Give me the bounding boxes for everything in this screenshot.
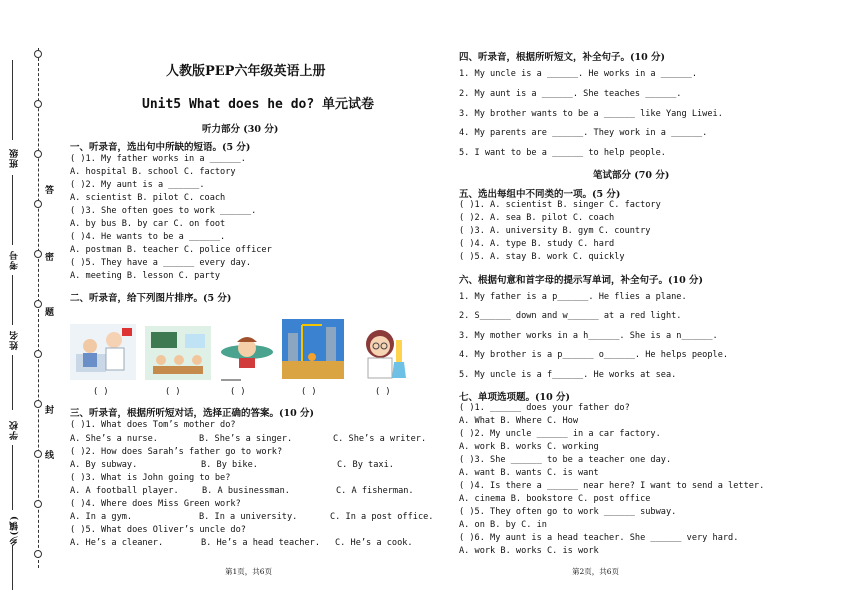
s1-line: A. postman B. teacher C. police officer — [70, 245, 272, 255]
section4-title: 四、听录音，根据所听短文，补全句子。(10 分) — [459, 52, 666, 63]
s4-line: 2. My aunt is a ______. She teaches ______. — [459, 89, 682, 99]
seal-char: 线 — [45, 451, 55, 461]
picture-slot[interactable]: ( ) — [165, 387, 181, 397]
section2-title: 二、听录音，给下列图片排序。(5 分) — [70, 293, 232, 304]
s5-line: ( )3. A. university B. gym C. country — [459, 226, 651, 236]
s7-line: ( )6. My aunt is a head teacher. She ______ very hard. — [459, 533, 739, 543]
s7-line: A. work B. works C. working — [459, 442, 599, 452]
s7-line: ( )5. They often go to work ______ subway. — [459, 507, 677, 517]
s4-line: 4. My parents are ______. They work in a ______. — [459, 128, 708, 138]
seal-char: 题 — [45, 308, 55, 318]
binding-hole — [34, 550, 42, 558]
s3-question: ( )4. Where does Miss Green work? — [70, 499, 241, 509]
binding-hole — [34, 100, 42, 108]
s3-option: C. She’s a writer. — [333, 434, 427, 444]
s3-option: C. A fisherman. — [336, 486, 414, 496]
binding-hole — [34, 300, 42, 308]
fill-line — [12, 175, 13, 245]
s3-question: ( )1. What does Tom’s mother do? — [70, 420, 236, 430]
school-label: 学校 — [10, 420, 20, 440]
page-subtitle: Unit5 What does he do? 单元试卷 — [142, 97, 375, 112]
s3-option: A. A football player. — [70, 486, 179, 496]
s1-line: A. hospital B. school C. factory — [70, 167, 236, 177]
binding-hole — [34, 400, 42, 408]
writing-heading: 笔试部分 (70 分) — [593, 170, 670, 181]
s6-line: 5. My uncle is a f______. He works at sea. — [459, 370, 677, 380]
s1-line: ( )1. My father works in a ______. — [70, 154, 246, 164]
section5-title: 五、选出每组中不同类的一项。(5 分) — [459, 189, 621, 200]
s1-line: ( )5. They have a ______ every day. — [70, 258, 252, 268]
s5-line: ( )4. A. type B. study C. hard — [459, 239, 615, 249]
s7-line: ( )4. Is there a ______ near here? I want to send a letter. — [459, 481, 765, 491]
s7-line: ( )3. She ______ to be a teacher one day. — [459, 455, 672, 465]
binding-hole — [34, 500, 42, 508]
s4-line: 5. I want to be a ______ to help people. — [459, 148, 666, 158]
s7-line: A. cinema B. bookstore C. post office — [459, 494, 651, 504]
scientist-icon — [354, 322, 410, 382]
s5-line: ( )2. A. sea B. pilot C. coach — [459, 213, 615, 223]
s1-line: A. scientist B. pilot C. coach — [70, 193, 226, 203]
s3-option: B. By bike. — [201, 460, 258, 470]
picture-slot[interactable]: ( ) — [230, 387, 246, 397]
s7-line: A. on B. by C. in — [459, 520, 547, 530]
listening-heading: 听力部分 (30 分) — [202, 124, 279, 135]
section3-title: 三、听录音，根据所听短对话，选择正确的答案。(10 分) — [70, 408, 315, 419]
s6-line: 3. My mother works in a h______. She is a n______. — [459, 331, 718, 341]
binding-hole — [34, 450, 42, 458]
exam-number-label: 考号 — [10, 250, 20, 270]
s7-line: A. work B. works C. is work — [459, 546, 599, 556]
fill-line — [12, 60, 13, 140]
fill-line — [12, 275, 13, 325]
fill-line — [12, 545, 13, 590]
page-title: 人教版PEP六年级英语上册 — [166, 64, 326, 79]
s6-line: 4. My brother is a p______ o______. He helps people. — [459, 350, 729, 360]
s3-option: A. By subway. — [70, 460, 138, 470]
s3-option: B. In a university. — [199, 512, 298, 522]
s3-question: ( )3. What is John going to be? — [70, 473, 231, 483]
s3-question: ( )5. What does Oliver’s uncle do? — [70, 525, 246, 535]
classroom-icon — [145, 326, 211, 380]
construction-icon — [282, 319, 344, 379]
s1-line: ( )2. My aunt is a ______. — [70, 180, 205, 190]
section6-title: 六、根据句意和首字母的提示写单词，补全句子。(10 分) — [459, 275, 704, 286]
s3-option: A. She’s a nurse. — [70, 434, 158, 444]
s3-option: B. She’s a singer. — [199, 434, 293, 444]
binding-hole — [34, 50, 42, 58]
picture-slot[interactable]: ( ) — [301, 387, 317, 397]
picture-slot[interactable]: ( ) — [93, 387, 109, 397]
s1-line: ( )3. She often goes to work ______. — [70, 206, 257, 216]
s5-line: ( )5. A. stay B. work C. quickly — [459, 252, 625, 262]
s3-option: A. He’s a cleaner. — [70, 538, 164, 548]
s4-line: 3. My brother wants to be a ______ like Yang Liwei. — [459, 109, 723, 119]
s6-line: 1. My father is a p______. He flies a plane. — [459, 292, 687, 302]
fill-line — [12, 445, 13, 510]
binding-hole — [34, 250, 42, 258]
pilot-icon — [219, 328, 275, 382]
doctor-icon — [70, 324, 136, 380]
section1-title: 一、听录音，选出句中所缺的短语。(5 分) — [70, 142, 251, 153]
s1-line: A. meeting B. lesson C. party — [70, 271, 221, 281]
s1-line: A. by bus B. by car C. on foot — [70, 219, 226, 229]
s7-line: ( )2. My uncle ______ in a car factory. — [459, 429, 661, 439]
town-label: 乡(镇) — [10, 515, 20, 546]
s5-line: ( )1. A. scientist B. singer C. factory — [459, 200, 661, 210]
s4-line: 1. My uncle is a ______. He works in a ______. — [459, 69, 697, 79]
s3-option: B. A businessman. — [202, 486, 290, 496]
page-number-left: 第1页，共6页 — [225, 567, 273, 576]
binding-hole — [34, 350, 42, 358]
s3-option: A. In a gym. — [70, 512, 133, 522]
binding-hole — [34, 150, 42, 158]
s3-option: C. In a post office. — [330, 512, 434, 522]
s3-option: B. He’s a head teacher. — [201, 538, 320, 548]
page-number-right: 第2页，共6页 — [572, 567, 620, 576]
seal-dashed-line — [38, 48, 39, 568]
seal-char: 答 — [45, 186, 55, 196]
s3-option: C. By taxi. — [337, 460, 394, 470]
s6-line: 2. S______ down and w______ at a red light. — [459, 311, 682, 321]
section7-title: 七、单项选项题。(10 分) — [459, 392, 571, 403]
name-label: 姓名 — [10, 330, 20, 350]
s7-line: ( )1. ______ does your father do? — [459, 403, 630, 413]
class-label: 班级 — [10, 148, 20, 168]
s3-option: C. He’s a cook. — [335, 538, 413, 548]
s7-line: A. want B. wants C. is want — [459, 468, 599, 478]
binding-strip — [0, 0, 62, 607]
picture-slot[interactable]: ( ) — [375, 387, 391, 397]
fill-line — [12, 355, 13, 410]
seal-char: 密 — [45, 253, 55, 263]
s7-line: A. What B. Where C. How — [459, 416, 578, 426]
binding-hole — [34, 200, 42, 208]
s3-question: ( )2. How does Sarah’s father go to work? — [70, 447, 283, 457]
s1-line: ( )4. He wants to be a ______. — [70, 232, 226, 242]
seal-char: 封 — [45, 406, 55, 416]
